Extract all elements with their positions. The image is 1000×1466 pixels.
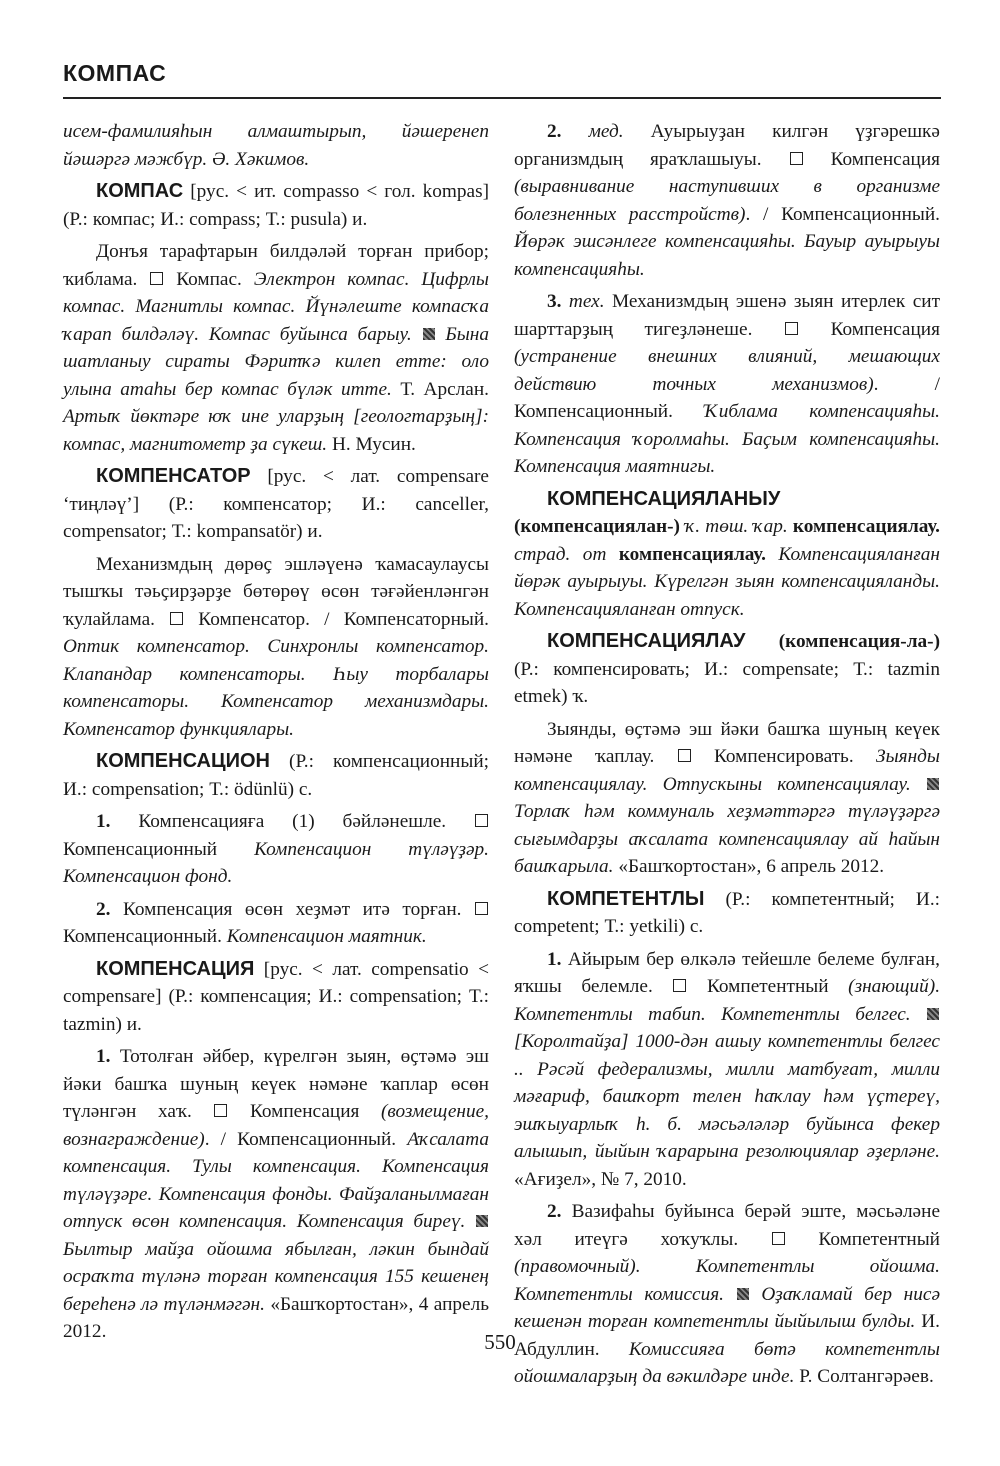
box-icon (170, 612, 183, 625)
header-rule (63, 97, 941, 99)
etymology: (Р.: компенсационный; И.: compensation; Т.: ödünlü) с. (63, 751, 489, 800)
entry-kompensatsiyalaniu: КОМПЕНСАЦИЯЛАНЫУ (компенсациялан-) ҡ. төш. ҡар. компенсациялау. страд. от компенсациялау. Компенсацияланған йөрәк ауырыуы. Күрелгән зыян компенсацияланды. Компенсацияланған отпуск. (514, 487, 940, 620)
headword: КОМПЕНСАЦИЯЛАУ (547, 630, 746, 652)
etymology: (Р.: компетентный; И.: competent; Т.: yetkili) с. (514, 888, 940, 937)
box-icon (772, 1232, 785, 1245)
entry-kompensatsiya-sense-1: 1. Тотолған әйбер, күрелгән зыян, өҫтәмә эш йәки башҡа шуның кеүек нәмәне ҡаплар өсөн түләнгән хаҡ. Компенсация (возмещение, вознаграждение). / Компенсационный. Аҡсалата компенсация. Тулы компенсация. Компенсация түләүҙәре. Компенсация фонды. Файҙаланылмаған отпуск өсөн компенсация. Компенсация биреү. Былтыр майҙа ойошма ябылған, ләкин бындай осраҡта түләнә торған компенсация 155 кешенең береһенә лә түләнмәгән. «Башҡортостан», 4 апрель 2012. (63, 1046, 489, 1342)
headword: КОМПЕНСАЦИЯ (96, 957, 255, 980)
entry-kompensatsion-sense-2: 2. Компенсация өсөн хеҙмәт итә торған. Компенсационный. Компенсацион маятник. (63, 896, 489, 951)
headword: КОМПЕТЕНТЛЫ (547, 887, 705, 910)
box-icon (678, 749, 691, 762)
headword: КОМПЕНСАЦИЯЛАНЫУ (547, 487, 781, 510)
box-icon (785, 322, 798, 335)
entry-kompetentli (514, 886, 940, 941)
quote-square-icon (927, 778, 939, 790)
quote-square-icon (927, 1008, 939, 1020)
entry-kompensator-definition: Механизмдың дөрөҫ эшләүенә ҡамасаулаусы тышҡы тәьҫирҙәрҙе бөтөрөү өсөн тәғәйенләнгән ҡулайлама. Компенсатор. / Компенсаторный. Оптик компенсатор. Синхронлы компенсатор. Клапандар компенсаторы. Һыу торбалары компенсаторы. Компенсатор механизмдары. Компенсатор функциялары. (63, 553, 489, 740)
continued-entry: исем-фамилияһын алмаштырып, йәшеренеп йәшәргә мәжбүр. Ә. Хәкимов. (63, 121, 489, 170)
etymology: [рус. < лат. compensatio < compensare] (Р.: компенсация; И.: compensation; Т.: tazmin) и. (63, 958, 489, 1035)
entry-kompensatsiya-sense-3: 3. тех. Механизмдың эшенә зыян итерлек сит шарттарҙың тигеҙләнеше. Компенсация (устранение внешних влияний, мешающих действию точных механизмов). / Компенсационный. Ҡиблама компенсацияһы. Компенсация ҡоролмаһы. Баҫым компенсацияһы. Компенсация маятнигы. (514, 291, 941, 477)
box-icon (475, 902, 488, 915)
entry-kompensatsion (63, 748, 489, 803)
entry-kompensatsiya (63, 956, 489, 1039)
quote-square-icon (476, 1215, 488, 1227)
entry-kompensatsiyalau: КОМПЕНСАЦИЯЛАУ (компенсация-ла-) (Р.: компенсировать; И.: compensate; Т.: tazmin etmek) ҡ. (514, 630, 940, 707)
entry-kompas-definition: Донъя тарафтарын билдәләй торған прибор; ҡиблама. Компас. Электрон компас. Цифрлы компас. Магнитлы компас. Йүнәлеште компасҡа ҡарап билдәләү. Компас буйынса барыу. Бына шатланыу сираты Фәритҡә килеп етте: оло улына атаһы бер компас бүләк итте. Т. Арслан. Артыҡ йөктәре юҡ ине уларҙың [геологтарҙың]: компас, магнитометр ҙа сүкеш. Н. Мусин. (63, 241, 490, 455)
box-icon (790, 152, 803, 165)
etymology: [рус. < лат. compensare ‘тиңләү’] (Р.: компенсатор; И.: canceller, compensator; Т.: kompansatör) и. (63, 466, 489, 542)
entry-kompas (63, 178, 489, 233)
running-head: КОМПАС (63, 60, 167, 86)
entry-kompensatsiya-sense-2: 2. мед. Ауырыуҙан килгән үҙгәрешкә организмдың яраҡлашыуы. Компенсация (выравнивание наступивших в организме болезненных расстройств). / Компенсационный. Йөрәк эшсәнлеге компенсацияһы. Бауыр ауырыуы компенсацияһы. (514, 121, 941, 280)
box-icon (150, 272, 163, 285)
headword: КОМПЕНСАЦИОН (96, 750, 270, 772)
entry-kompetentli-sense-2: 2. Вазифаһы буйынса берәй эште, мәсьәләне хәл итеүгә хоҡуҡлы. Компетентный (правомочный). Компетентлы ойошма. Компетентлы комиссия. Оҙаҡламай бер нисә кешенән торған компетентлы йыйылыш булды. И. Абдуллин. Комиссияға бөтә компетентлы ойошмаларҙың да вәкилдәре инде. Р. Солтангәрәев. (514, 1201, 940, 1387)
box-icon (475, 814, 488, 827)
entry-kompensatsiyalau-definition: Зыянды, өҫтәмә эш йәки башҡа шуның кеүек нәмәне ҡаплау. Компенсировать. Зыянды компенсациялау. Отпускыны компенсациялау. Торлаҡ һәм коммуналь хеҙмәттәргә түләүҙәргә сығымдарҙы аҡсалата компенсациялау ай һайын башҡарыла. «Башҡортостан», 6 апрель 2012. (514, 718, 940, 877)
left-column (63, 118, 489, 1351)
entry-kompensator (63, 463, 489, 546)
quote-square-icon (737, 1288, 749, 1300)
headword: КОМПАС (96, 180, 184, 202)
right-column (514, 118, 940, 1396)
entry-kompetentli-sense-1: 1. Айырым бер өлкәлә тейешле белеме булған, яҡшы белемле. Компетентный (знающий). Компетентлы табип. Компетентлы белгес. [Королтайҙа] 1000-дән ашыу компетентлы белгес .. Рәсәй федерализмы, милли матбуғат, милли мәғариф, башҡорт телен һаҡлау һәм үҫтереү, эшҡыуарлыҡ һ. б. мәсьәләләр буйынса фекер алышып, йыйын ҡарарына резолюциялар әҙерләне. «Ағиҙел», № 7, 2010. (514, 948, 941, 1190)
box-icon (673, 979, 686, 992)
entry-kompensatsion-sense-1: 1. Компенсацияға (1) бәйләнешле. Компенсационный Компенсацион түләүҙәр. Компенсацион фонд. (63, 811, 489, 887)
etymology: (Р.: компенсировать; И.: compensate; Т.: tazmin etmek) ҡ. (514, 658, 940, 707)
page-number: 550 (484, 1330, 516, 1354)
box-icon (214, 1104, 227, 1117)
etymology: [рус. < ит. compasso < гол. kompas] (Р.: компас; И.: compass; Т.: pusula) и. (63, 181, 489, 230)
headword: КОМПЕНСАТОР (96, 465, 251, 487)
quote-square-icon (423, 328, 435, 340)
